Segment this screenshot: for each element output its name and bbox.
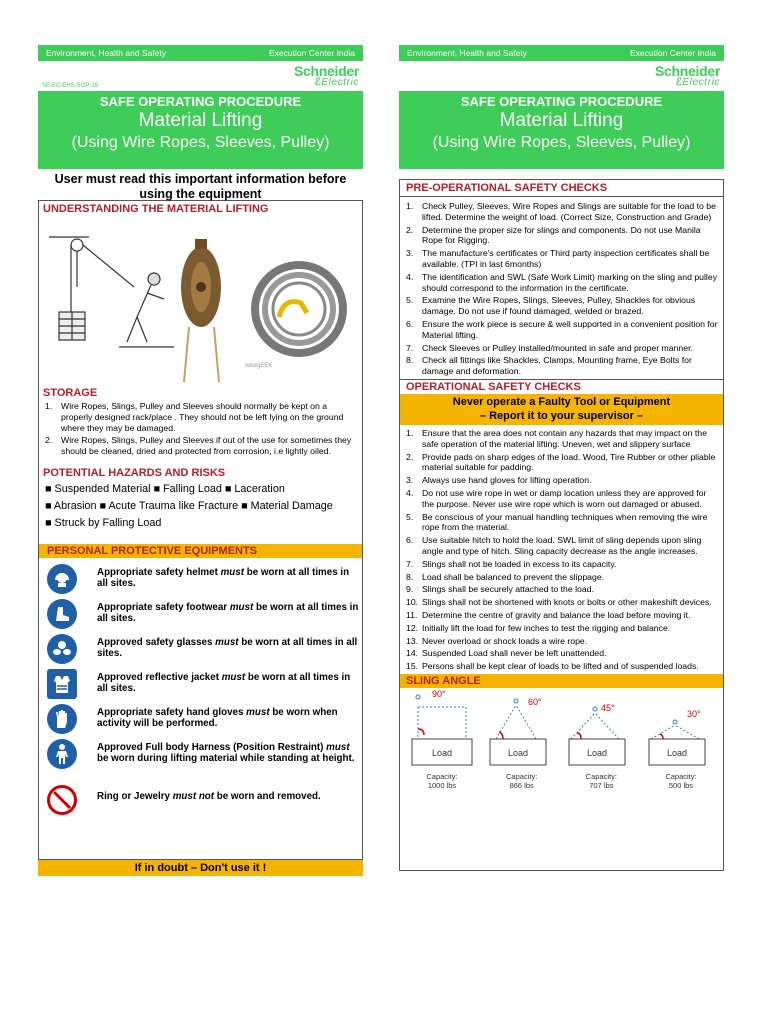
ppe-item <box>39 632 362 667</box>
sling-diagram-30-svg <box>645 689 717 767</box>
safety-glasses-icon <box>47 634 77 664</box>
hazards-line: ■ Suspended Material ■ Falling Load ■ Laceration <box>45 482 285 495</box>
title-box <box>399 91 724 169</box>
image-watermark: wisegEEK <box>245 363 273 369</box>
title-line1: SAFE OPERATING PROCEDURE <box>99 94 302 109</box>
list-item: 10. Slings shall not be shortened with knots or bolts or other makeshift devices. <box>406 597 712 608</box>
list-item: 15. Persons shall be kept clear of loads to be lifted and of suspended loads. <box>406 661 699 672</box>
ppe-item-text: Approved Full body Harness (Position Restraint) must be worn during lifting material while standing at height. <box>97 741 355 765</box>
logo-line1: Schneider <box>294 63 359 79</box>
hand-gloves-icon <box>47 704 77 734</box>
schneider-logo <box>294 64 359 88</box>
svg-text:Load: Load <box>431 747 453 758</box>
list-item: 2. Determine the proper size for slings and components. Do not use Manila Rope for Rigging. <box>406 224 701 246</box>
pulley-block-image <box>181 239 221 382</box>
sling-diagram-45-svg <box>565 689 637 767</box>
body-harness-icon <box>47 739 77 769</box>
logo-mark-icon: ℰ <box>314 77 322 88</box>
logo-line2: ℰElectric <box>314 77 359 88</box>
header-left-text: Environment, Health and Safety <box>407 48 528 58</box>
wire-rope-coil-image <box>255 265 343 353</box>
ppe-item-text: Approved safety glasses must be worn at all times in all sites. <box>97 636 358 660</box>
list-item: 6. Ensure the work piece is secure & well supported in a convenient position for Material lifting. <box>406 318 718 340</box>
list-item: 4. Do not use wire rope in wet or damp location unless they are approved for the purpose. Never use wire rope which is worn out damaged or abused. <box>406 487 707 509</box>
sling-diagram-45 <box>565 689 637 790</box>
sling-capacity-value: 866 lbs <box>509 780 534 790</box>
list-item: 2. Wire Ropes, Slings, Pulley and Sleeves if out of the use for sometimes they should be cleaned, dried and protected from corrosion, i.e lightly oiled. <box>45 435 352 457</box>
list-item: 11. Determine the centre of gravity and balance the load before moving it. <box>406 609 691 620</box>
operational-list <box>400 425 723 674</box>
ppe-item-text: Approved reflective jacket must be worn at all times in all sites. <box>97 671 351 695</box>
safety-helmet-icon <box>47 564 77 594</box>
sling-diagram-90 <box>406 689 478 790</box>
ppe-heading: PERSONAL PROTECTIVE EQUIPMENTS <box>39 544 362 558</box>
pre-operational-heading: PRE-OPERATIONAL SAFETY CHECKS <box>400 180 723 197</box>
ppe-item <box>39 702 362 737</box>
logo-line2: ℰElectric <box>675 77 720 88</box>
list-item: 8. Check all fittings like Shackles, Clamps, Mounting frame, Eye Bolts for damage and deformation. <box>406 355 692 377</box>
sling-capacity-label: Capacity: <box>426 771 458 781</box>
svg-text:90°: 90° <box>432 688 446 699</box>
hazards-line: ■ Abrasion ■ Acute Trauma like Fracture ■ Material Damage <box>45 499 333 512</box>
sling-angle-heading: SLING ANGLE <box>400 674 723 688</box>
logo-row <box>38 61 363 91</box>
logo-line1: Schneider <box>655 63 720 79</box>
no-jewelry-icon <box>47 785 77 815</box>
pre-operational-list <box>400 197 723 379</box>
header-bar <box>38 45 363 61</box>
ppe-item <box>39 597 362 632</box>
svg-text:Load: Load <box>587 747 608 758</box>
list-item: 1. Wire Ropes, Slings, Pulley and Sleeves should normally be kept on a properly designed rack/place . They should not be left lying on the ground where they may be damaged. <box>45 401 344 433</box>
ppe-item-text: Appropriate safety hand gloves must be worn when activity will be performed. <box>97 706 338 730</box>
svg-text:60°: 60° <box>527 696 542 707</box>
svg-text:30°: 30° <box>686 708 701 719</box>
right-content-box <box>399 179 724 871</box>
list-item: 5. Examine the Wire Ropes, Slings, Sleeves, Pulley, Shackles for obvious damage. Do not use if found damaged, welded or brazed. <box>406 295 696 317</box>
list-item: 4. The identification and SWL (Safe Work Limit) marking on the sling and pulley should correspond to the information in the certificate. <box>406 271 718 293</box>
intro-text: User must read this important information before using the equipment <box>54 172 347 201</box>
list-item: 8. Load shall be balanced to prevent the slippage. <box>406 571 605 582</box>
ppe-item <box>39 737 362 783</box>
ppe-list <box>39 558 362 815</box>
schneider-logo <box>655 64 720 88</box>
sling-capacity-label: Capacity: <box>585 771 617 781</box>
ppe-item <box>39 783 362 815</box>
sling-capacity-label: Capacity: <box>665 771 697 781</box>
left-panel <box>38 45 363 876</box>
title-line3: (Using Wire Ropes, Sleeves, Pulley) <box>71 134 330 151</box>
logo-mark-icon: ℰ <box>675 77 683 88</box>
operational-heading: OPERATIONAL SAFETY CHECKS <box>400 379 723 394</box>
svg-text:Load: Load <box>507 747 528 758</box>
svg-text:45°: 45° <box>601 702 615 713</box>
list-item: 14. Suspended Load shall never be left unattended. <box>406 648 607 659</box>
list-item: 7. Slings shall not be loaded in excess to its capacity. <box>406 558 617 569</box>
header-bar <box>399 45 724 61</box>
ppe-item <box>39 562 362 597</box>
footer-warning: If in doubt – Don't use it ! <box>38 860 363 876</box>
list-item: 2. Provide pads on sharp edges of the load. Wood, Tire Rubber or other pliable material suitable for padding. <box>406 451 716 473</box>
sling-capacity-value: 1000 lbs <box>427 780 457 790</box>
doc-reference: SE-EC-EHS-SOP-19 <box>42 83 99 89</box>
sling-capacity-value: 707 lbs <box>589 780 614 790</box>
sling-diagram-60 <box>486 689 558 790</box>
title-box <box>38 91 363 169</box>
warning-line2: – Report it to your supervisor – <box>479 409 644 422</box>
list-item: 3. Always use hand gloves for lifting operation. <box>406 475 592 486</box>
left-content-box <box>38 200 363 860</box>
list-item: 9. Slings shall be securely attached to the load. <box>406 584 594 595</box>
reflective-jacket-icon <box>47 669 77 699</box>
ppe-item <box>39 667 362 702</box>
list-item: 5. Be conscious of your manual handling techniques when removing the wire rope from the material. <box>406 511 708 533</box>
warning-line1: Never operate a Faulty Tool or Equipment <box>452 395 671 408</box>
list-item: 13. Never overload or shock loads a wire rope. <box>406 635 588 646</box>
faulty-tool-warning <box>400 394 723 425</box>
lifting-illustration-svg <box>39 217 362 387</box>
sling-capacity-label: Capacity: <box>506 771 538 781</box>
worker-pulling-rope-image <box>49 237 174 347</box>
right-panel <box>399 45 724 871</box>
sling-diagram-60-svg <box>486 689 558 767</box>
sling-angle-diagrams <box>400 689 723 790</box>
list-item: 1. Check Pulley, Sleeves, Wire Ropes and Slings are suitable for the load to be lifted. Determine the weight of load. (Correct Size, Construction and Grade) <box>406 201 716 222</box>
list-item: 12. Initially lift the load for few inches to test the rigging and balance. <box>406 622 671 633</box>
list-item: 1. Ensure that the area does not contain any hazards that may impact on the safe operation of the material lifting. Uneven, wet and slippery surface <box>406 427 707 449</box>
lifting-illustration <box>39 217 362 387</box>
hazards-line: ■ Struck by Falling Load <box>45 516 162 529</box>
sling-diagram-90-svg <box>406 689 478 767</box>
sling-capacity-value: 500 lbs <box>668 780 694 790</box>
title-line2: Material Lifting <box>499 110 624 131</box>
storage-list <box>39 401 362 459</box>
header-right-text: Execution Center India <box>630 48 716 58</box>
list-item: 6. Use suitable hitch to hold the load. SWL limit of sling depends upon sling angle and type of hitch. Sling capacity decrease as the angle increases. <box>406 535 702 556</box>
safety-footwear-icon <box>47 599 77 629</box>
understanding-heading: UNDERSTANDING THE MATERIAL LIFTING <box>43 203 269 215</box>
hazards-list <box>39 481 362 532</box>
header-left-text: Environment, Health and Safety <box>46 48 167 58</box>
list-item: 7. Check Sleeves or Pulley installed/mounted in safe and proper manner. <box>406 342 693 353</box>
svg-text:Load: Load <box>666 747 687 758</box>
hazards-heading: POTENTIAL HAZARDS AND RISKS <box>43 466 226 479</box>
sling-diagram-30 <box>645 689 717 790</box>
ppe-item-text: Appropriate safety helmet must be worn at all times in all sites. <box>97 566 350 590</box>
title-line2: Material Lifting <box>138 110 263 131</box>
logo-row <box>399 61 724 91</box>
ppe-item-text: Appropriate safety footwear must be worn at all times in all sites. <box>97 601 359 625</box>
storage-heading: STORAGE <box>43 387 98 399</box>
title-line3: (Using Wire Ropes, Sleeves, Pulley) <box>432 134 691 151</box>
header-right-text: Execution Center India <box>269 48 355 58</box>
ppe-item-text: Ring or Jewelry must not be worn and removed. <box>97 790 321 802</box>
title-line1: SAFE OPERATING PROCEDURE <box>460 94 663 109</box>
list-item: 3. The manufacture's certificates or Third party inspection certificates shall be available. (TPI in last 6months) <box>406 248 710 269</box>
